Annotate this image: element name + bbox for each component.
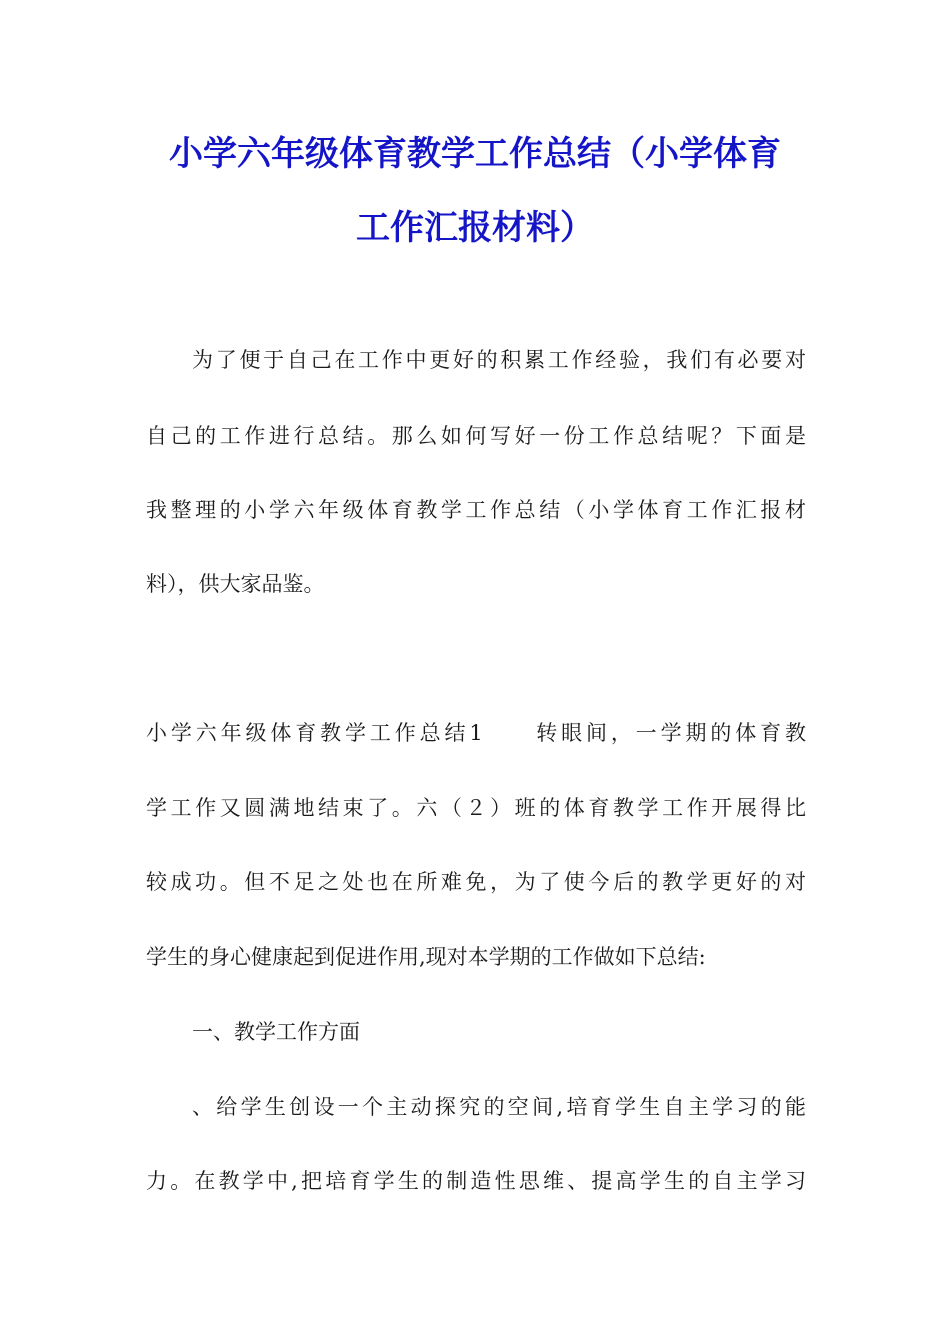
section1-line-4: 学生的身心健康起到促进作用,现对本学期的工作做如下总结: [146,945,706,969]
para1-line-1: 、给学生创设一个主动探究的空间,培育学生自主学习的能 [192,1095,806,1119]
intro-line-3: 我整理的小学六年级体育教学工作总结（小学体育工作汇报材 [146,498,806,522]
section-heading: 一、教学工作方面 [192,1020,360,1044]
document-title-line-1: 小学六年级体育教学工作总结（小学体育 [169,134,781,174]
intro-line-1: 为了便于自己在工作中更好的积累工作经验，我们有必要对 [192,348,806,372]
intro-line-2: 自己的工作进行总结。那么如何写好一份工作总结呢？下面是 [146,424,806,448]
section1-line-3: 较成功。但不足之处也在所难免，为了使今后的教学更好的对 [146,870,806,894]
document-title-line-2: 工作汇报材料） [356,208,594,248]
para1-line-2: 力。在教学中,把培育学生的制造性思维、提高学生的自主学习 [146,1169,806,1193]
section1-line-2: 学工作又圆满地结束了。六（２）班的体育教学工作开展得比 [146,796,806,820]
intro-line-4: 料），供大家品鉴。 [146,572,325,596]
section1-line-1: 小学六年级体育教学工作总结1 转眼间，一学期的体育教 [146,721,806,745]
